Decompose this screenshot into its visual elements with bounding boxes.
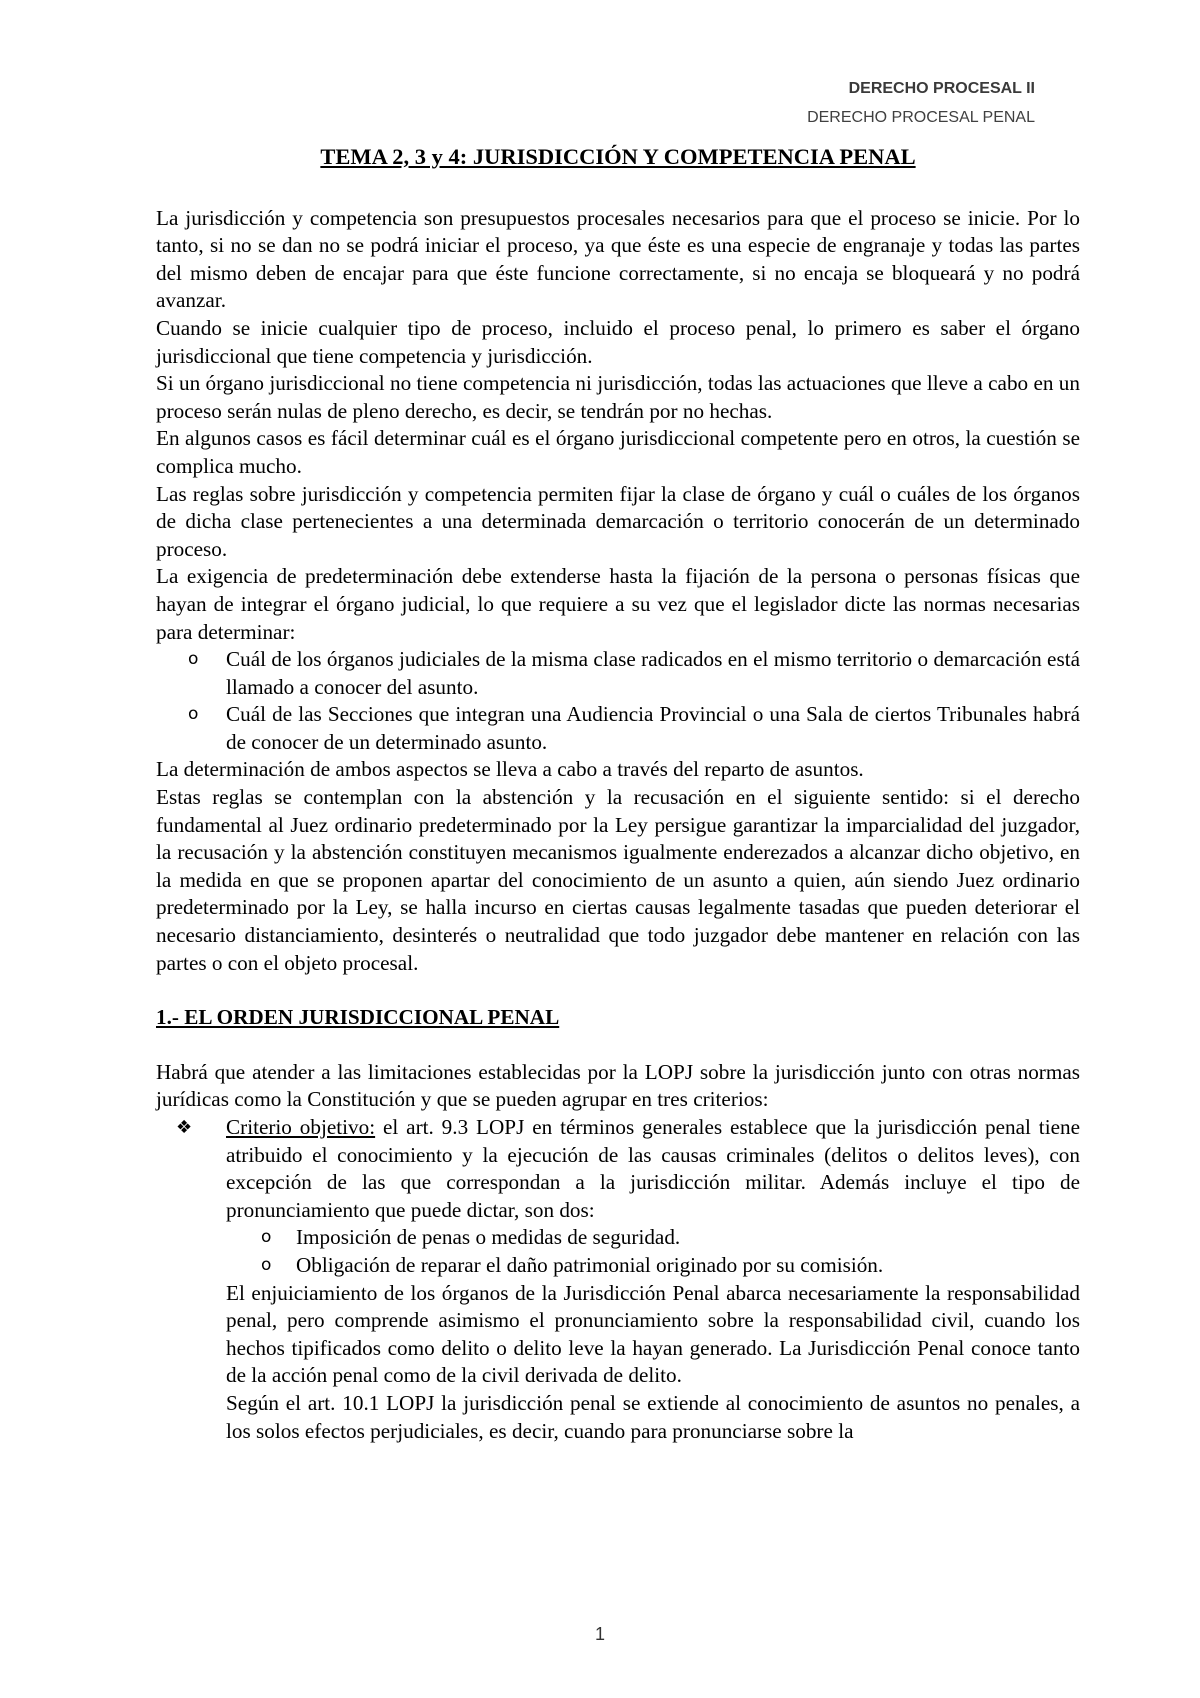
sub-bullet-list — [156, 1224, 1080, 1279]
page-number: 1 — [594, 1624, 605, 1644]
list-item-text: Cuál de las Secciones que integran una Audiencia Provincial o una Sala de ciertos Tribunales habrá de conocer de un determinado asunto. — [226, 702, 1080, 754]
paragraph: El enjuiciamiento de los órganos de la Jurisdicción Penal abarca necesariamente la responsabilidad penal, pero comprende asimismo el pronunciamiento sobre la responsabilidad civil, cuando los hechos tipificados como delito o delito leve la hayan generado. La Jurisdicción Penal conoce tanto de la acción penal como de la civil derivada de delito. — [226, 1280, 1080, 1388]
list-item — [226, 1252, 1080, 1280]
list-item — [156, 1114, 1080, 1224]
paragraph: La determinación de ambos aspectos se lleva a cabo a través del reparto de asuntos. — [156, 757, 864, 782]
circle-bullet-icon: o — [261, 1227, 272, 1248]
list-item — [156, 646, 1080, 701]
page-header — [807, 74, 1035, 132]
paragraph: Según el art. 10.1 LOPJ la jurisdicción penal se extiende al conocimiento de asuntos no penales, a los solos efectos perjudiciales, es decir, cuando para pronunciarse sobre la — [226, 1390, 1080, 1443]
circle-bullet-icon: o — [261, 1254, 272, 1275]
document-body — [156, 143, 1080, 1445]
list-item — [226, 1224, 1080, 1252]
diamond-bullet-icon: ❖ — [176, 1117, 193, 1138]
header-subject: DERECHO PROCESAL PENAL — [807, 109, 1035, 126]
paragraph: La jurisdicción y competencia son presupuestos procesales necesarios para que el proceso se inicie. Por lo tanto, si no se dan no se podrá iniciar el proceso, ya que éste es una especie de engranaje y todas las partes del mismo deben de encajar para que éste funcione correctamente, si no encaja se bloqueará y no podrá avanzar. — [156, 205, 1080, 313]
paragraph: La exigencia de predeterminación debe extenderse hasta la fijación de la persona o personas físicas que hayan de integrar el órgano judicial, lo que requiere a su vez que el legislador dicte las normas necesarias para determinar: — [156, 564, 1080, 644]
circle-bullet-icon: o — [188, 704, 199, 725]
paragraph: En algunos casos es fácil determinar cuál es el órgano jurisdiccional competente pero en otros, la cuestión se complica mucho. — [156, 426, 1080, 478]
paragraph: Estas reglas se contemplan con la abstención y la recusación en el siguiente sentido: si el derecho fundamental al Juez ordinario predeterminado por la Ley persigue garantizar la imparcialidad del juzgador, la recusación y la abstención constituyen mecanismos igualmente enderezados a alcanzar dicho objetivo, en la medida en que se proponen apartar del conocimiento de un asunto a quien, aún siendo Juez ordinario predeterminado por la Ley, se halla incurso en ciertas causas legalmente tasadas que pueden deteriorar el necesario distanciamiento, desinterés o neutralidad que todo juzgador debe mantener en relación con las partes o con el objeto procesal. — [156, 785, 1080, 975]
list-item-text: Cuál de los órganos judiciales de la misma clase radicados en el mismo territorio o demarcación está llamado a conocer del asunto. — [226, 647, 1080, 699]
circle-bullet-icon: o — [188, 649, 199, 670]
section-heading: 1.- EL ORDEN JURISDICCIONAL PENAL — [156, 1005, 560, 1030]
header-course: DERECHO PROCESAL II — [848, 80, 1035, 97]
list-item-text: Obligación de reparar el daño patrimonial originado por su comisión. — [296, 1252, 884, 1277]
paragraph: Cuando se inicie cualquier tipo de proceso, incluido el proceso penal, lo primero es saber el órgano jurisdiccional que tiene competencia y jurisdicción. — [156, 315, 1080, 368]
paragraph: Si un órgano jurisdiccional no tiene competencia ni jurisdicción, todas las actuaciones que lleve a cabo en un proceso serán nulas de pleno derecho, es decir, se tendrán por no hechas. — [156, 371, 1080, 423]
criterio-label: Criterio objetivo: — [226, 1115, 376, 1139]
criteria-list — [156, 1114, 1080, 1224]
criterio-text: el art. 9.3 LOPJ en términos generales establece que la jurisdicción penal tiene atribuido el conocimiento y la ejecución de las causas criminales (delitos o delitos leves), con excepción de las que correspondan a la jurisdicción militar. Además incluye el tipo de pronunciamiento que puede dictar, son dos: — [226, 1115, 1080, 1222]
list-item — [156, 701, 1080, 756]
list-item-text: Imposición de penas o medidas de seguridad. — [296, 1225, 681, 1250]
paragraph: Habrá que atender a las limitaciones establecidas por la LOPJ sobre la jurisdicción junto con otras normas jurídicas como la Constitución y que se pueden agrupar en tres criterios: — [156, 1059, 1080, 1112]
bullet-list — [156, 646, 1080, 756]
paragraph: Las reglas sobre jurisdicción y competencia permiten fijar la clase de órgano y cuál o cuáles de los órganos de dicha clase pertenecientes a una determinada demarcación o territorio conocerán de un determinado proceso. — [156, 481, 1080, 561]
document-title: TEMA 2, 3 y 4: JURISDICCIÓN Y COMPETENCIA PENAL — [320, 144, 916, 169]
